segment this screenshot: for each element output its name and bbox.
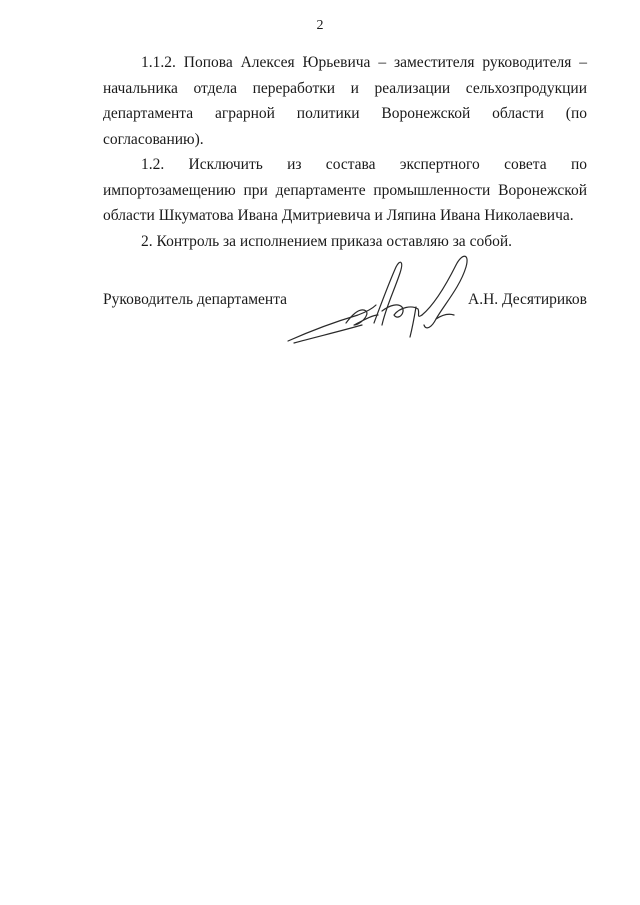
signatory-name: А.Н. Десятириков (468, 291, 587, 308)
paragraph-1-1-2: 1.1.2. Попова Алексея Юрьевича – заместителя руководителя – начальника отдела переработки и реализации сельхозпродукции департамента аграрной политики Воронежской области (по согласованию). (103, 54, 587, 148)
document-body (103, 50, 587, 254)
paragraph-1-2: 1.2. Исключить из состава экспертного совета по импортозамещению при департаменте промышленности Воронежской области Шкуматова Ивана Дмитриевича и Ляпина Ивана Николаевича. (103, 156, 587, 224)
paragraph-2: 2. Контроль за исполнением приказа оставляю за собой. (141, 232, 513, 250)
page-number: 2 (316, 18, 324, 33)
handwritten-signature (286, 245, 476, 350)
signatory-title: Руководитель департамента (103, 291, 288, 308)
